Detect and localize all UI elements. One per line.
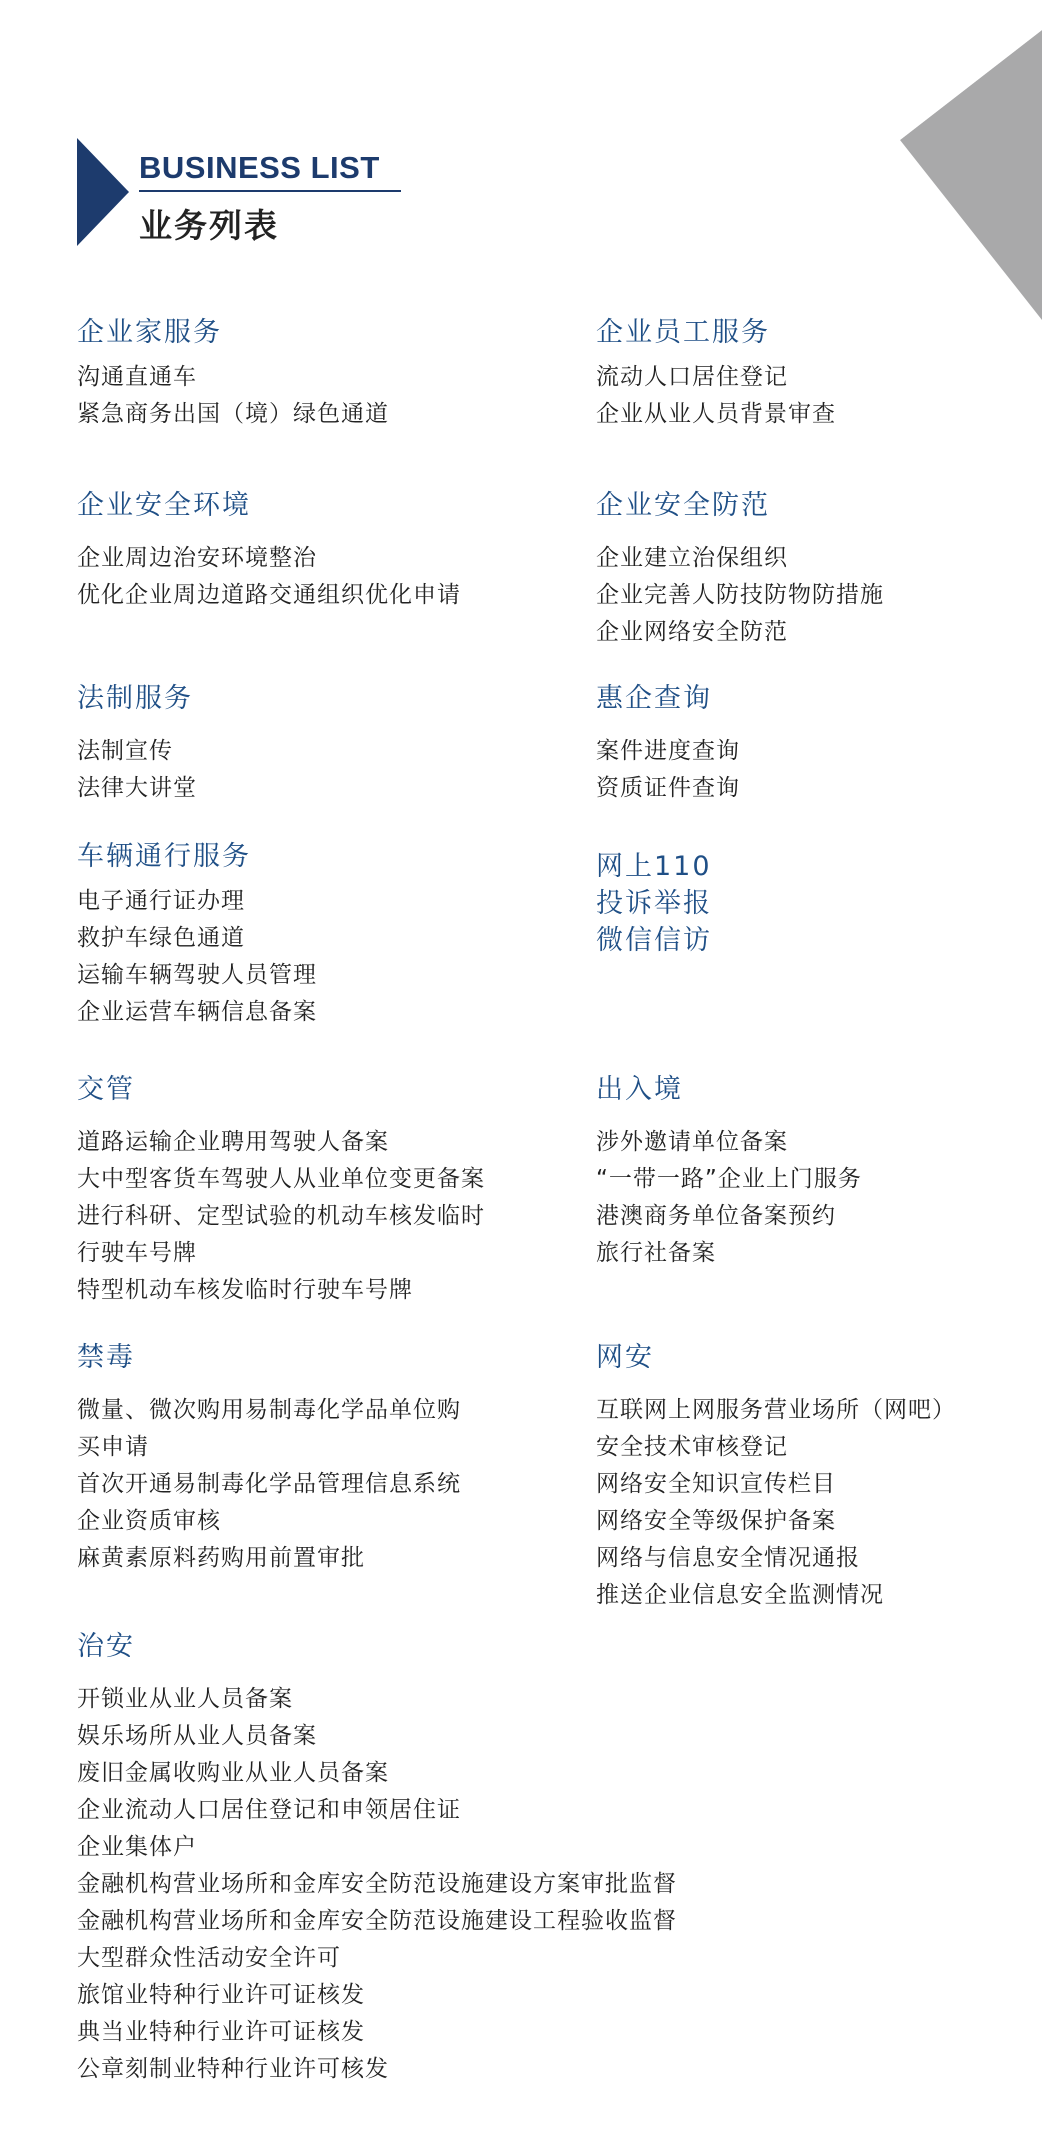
section-title: 企业安全环境 (77, 490, 251, 521)
list-item: 麻黄素原料药购用前置审批 (77, 1545, 365, 1571)
item-list (77, 1392, 461, 1577)
list-item: 企业从业人员背景审查 (596, 401, 836, 427)
page-header (77, 138, 417, 248)
section-legal-service (77, 679, 197, 807)
section-cyber (596, 1338, 956, 1614)
section-title: 惠企查询 (596, 683, 712, 714)
item-list (596, 359, 836, 433)
section-title: 企业员工服务 (596, 317, 770, 348)
list-item: 企业周边治安环境整治 (77, 545, 317, 571)
item-list (77, 540, 461, 614)
list-item: 企业完善人防技防物防措施 (596, 582, 884, 608)
list-item: 网络安全知识宣传栏目 (596, 1471, 836, 1497)
list-item: 金融机构营业场所和金库安全防范设施建设方案审批监督 (77, 1871, 677, 1897)
list-item: 涉外邀请单位备案 (596, 1129, 788, 1155)
list-item: 旅馆业特种行业许可证核发 (77, 1982, 365, 2008)
section-entrepreneur-service (77, 313, 389, 433)
section-vehicle-service (77, 837, 317, 1031)
list-item: 案件进度查询 (596, 738, 740, 764)
section-title: 交管 (77, 1074, 135, 1105)
list-item: 进行科研、定型试验的机动车核发临时 (77, 1203, 485, 1229)
item-list (77, 733, 197, 807)
list-item: 特型机动车核发临时行驶车号牌 (77, 1277, 413, 1303)
list-item: 企业运营车辆信息备案 (77, 999, 317, 1025)
header-title-zh: 业务列表 (139, 206, 279, 245)
list-item: 企业网络安全防范 (596, 619, 788, 645)
list-item: 网络与信息安全情况通报 (596, 1545, 860, 1571)
list-item: 金融机构营业场所和金库安全防范设施建设工程验收监督 (77, 1908, 677, 1934)
list-item: 大中型客货车驾驶人从业单位变更备案 (77, 1166, 485, 1192)
header-title-en: BUSINESS LIST (139, 150, 380, 185)
list-item: 法制宣传 (77, 738, 173, 764)
section-staff-service (596, 313, 836, 433)
list-item: 紧急商务出国（境）绿色通道 (77, 401, 389, 427)
section-title: 法制服务 (77, 683, 193, 714)
section-title: 出入境 (596, 1074, 683, 1105)
list-item: “一带一路”企业上门服务 (596, 1166, 862, 1192)
item-list (77, 1124, 485, 1309)
section-public-security (77, 1627, 677, 2088)
list-item: 电子通行证办理 (77, 888, 245, 914)
list-item: 企业流动人口居住登记和申领居住证 (77, 1797, 461, 1823)
list-item: 资质证件查询 (596, 775, 740, 801)
list-item: 首次开通易制毒化学品管理信息系统 (77, 1471, 461, 1497)
list-item: 废旧金属收购业从业人员备案 (77, 1760, 389, 1786)
list-item: 救护车绿色通道 (77, 925, 245, 951)
list-item: 沟通直通车 (77, 364, 197, 390)
section-title: 企业家服务 (77, 317, 222, 348)
section-safety-environment (77, 486, 461, 614)
list-item: 买申请 (77, 1434, 149, 1460)
header-divider (139, 190, 401, 192)
list-item: 旅行社备案 (596, 1240, 716, 1266)
section-immigration (596, 1070, 862, 1272)
online-channel-item: 投诉举报 (596, 888, 712, 919)
list-item: 网络安全等级保护备案 (596, 1508, 836, 1534)
section-online-channels (596, 848, 712, 959)
header-triangle-mark (77, 138, 133, 246)
list-item: 互联网上网服务营业场所（网吧） (596, 1397, 956, 1423)
list-item: 流动人口居住登记 (596, 364, 788, 390)
section-traffic (77, 1070, 485, 1309)
list-item: 娱乐场所从业人员备案 (77, 1723, 317, 1749)
list-item: 行驶车号牌 (77, 1240, 197, 1266)
section-title: 车辆通行服务 (77, 841, 251, 872)
list-item: 大型群众性活动安全许可 (77, 1945, 341, 1971)
item-list (596, 733, 740, 807)
list-item: 道路运输企业聘用驾驶人备案 (77, 1129, 389, 1155)
list-item: 法律大讲堂 (77, 775, 197, 801)
list-item: 港澳商务单位备案预约 (596, 1203, 836, 1229)
list-item: 公章刻制业特种行业许可核发 (77, 2056, 389, 2082)
list-item: 典当业特种行业许可证核发 (77, 2019, 365, 2045)
item-list (77, 359, 389, 433)
section-narcotics (77, 1338, 461, 1577)
item-list (596, 1392, 956, 1614)
section-title: 企业安全防范 (596, 490, 770, 521)
list-item: 企业资质审核 (77, 1508, 221, 1534)
section-enterprise-query (596, 679, 740, 807)
list-item: 微量、微次购用易制毒化学品单位购 (77, 1397, 461, 1423)
section-title: 网安 (596, 1342, 654, 1373)
item-list (77, 883, 317, 1031)
list-item: 安全技术审核登记 (596, 1434, 788, 1460)
list-item: 推送企业信息安全监测情况 (596, 1582, 884, 1608)
list-item: 运输车辆驾驶人员管理 (77, 962, 317, 988)
list-item: 企业集体户 (77, 1834, 197, 1860)
online-channel-item: 网上110 (596, 851, 712, 882)
online-channel-item: 微信信访 (596, 925, 712, 956)
item-list (596, 540, 884, 651)
list-item: 企业建立治保组织 (596, 545, 788, 571)
item-list (77, 1681, 677, 2088)
section-title: 禁毒 (77, 1342, 135, 1373)
list-item: 开锁业从业人员备案 (77, 1686, 293, 1712)
item-list (596, 1124, 862, 1272)
section-title: 治安 (77, 1631, 135, 1662)
list-item: 优化企业周边道路交通组织优化申请 (77, 582, 461, 608)
section-safety-prevention (596, 486, 884, 651)
